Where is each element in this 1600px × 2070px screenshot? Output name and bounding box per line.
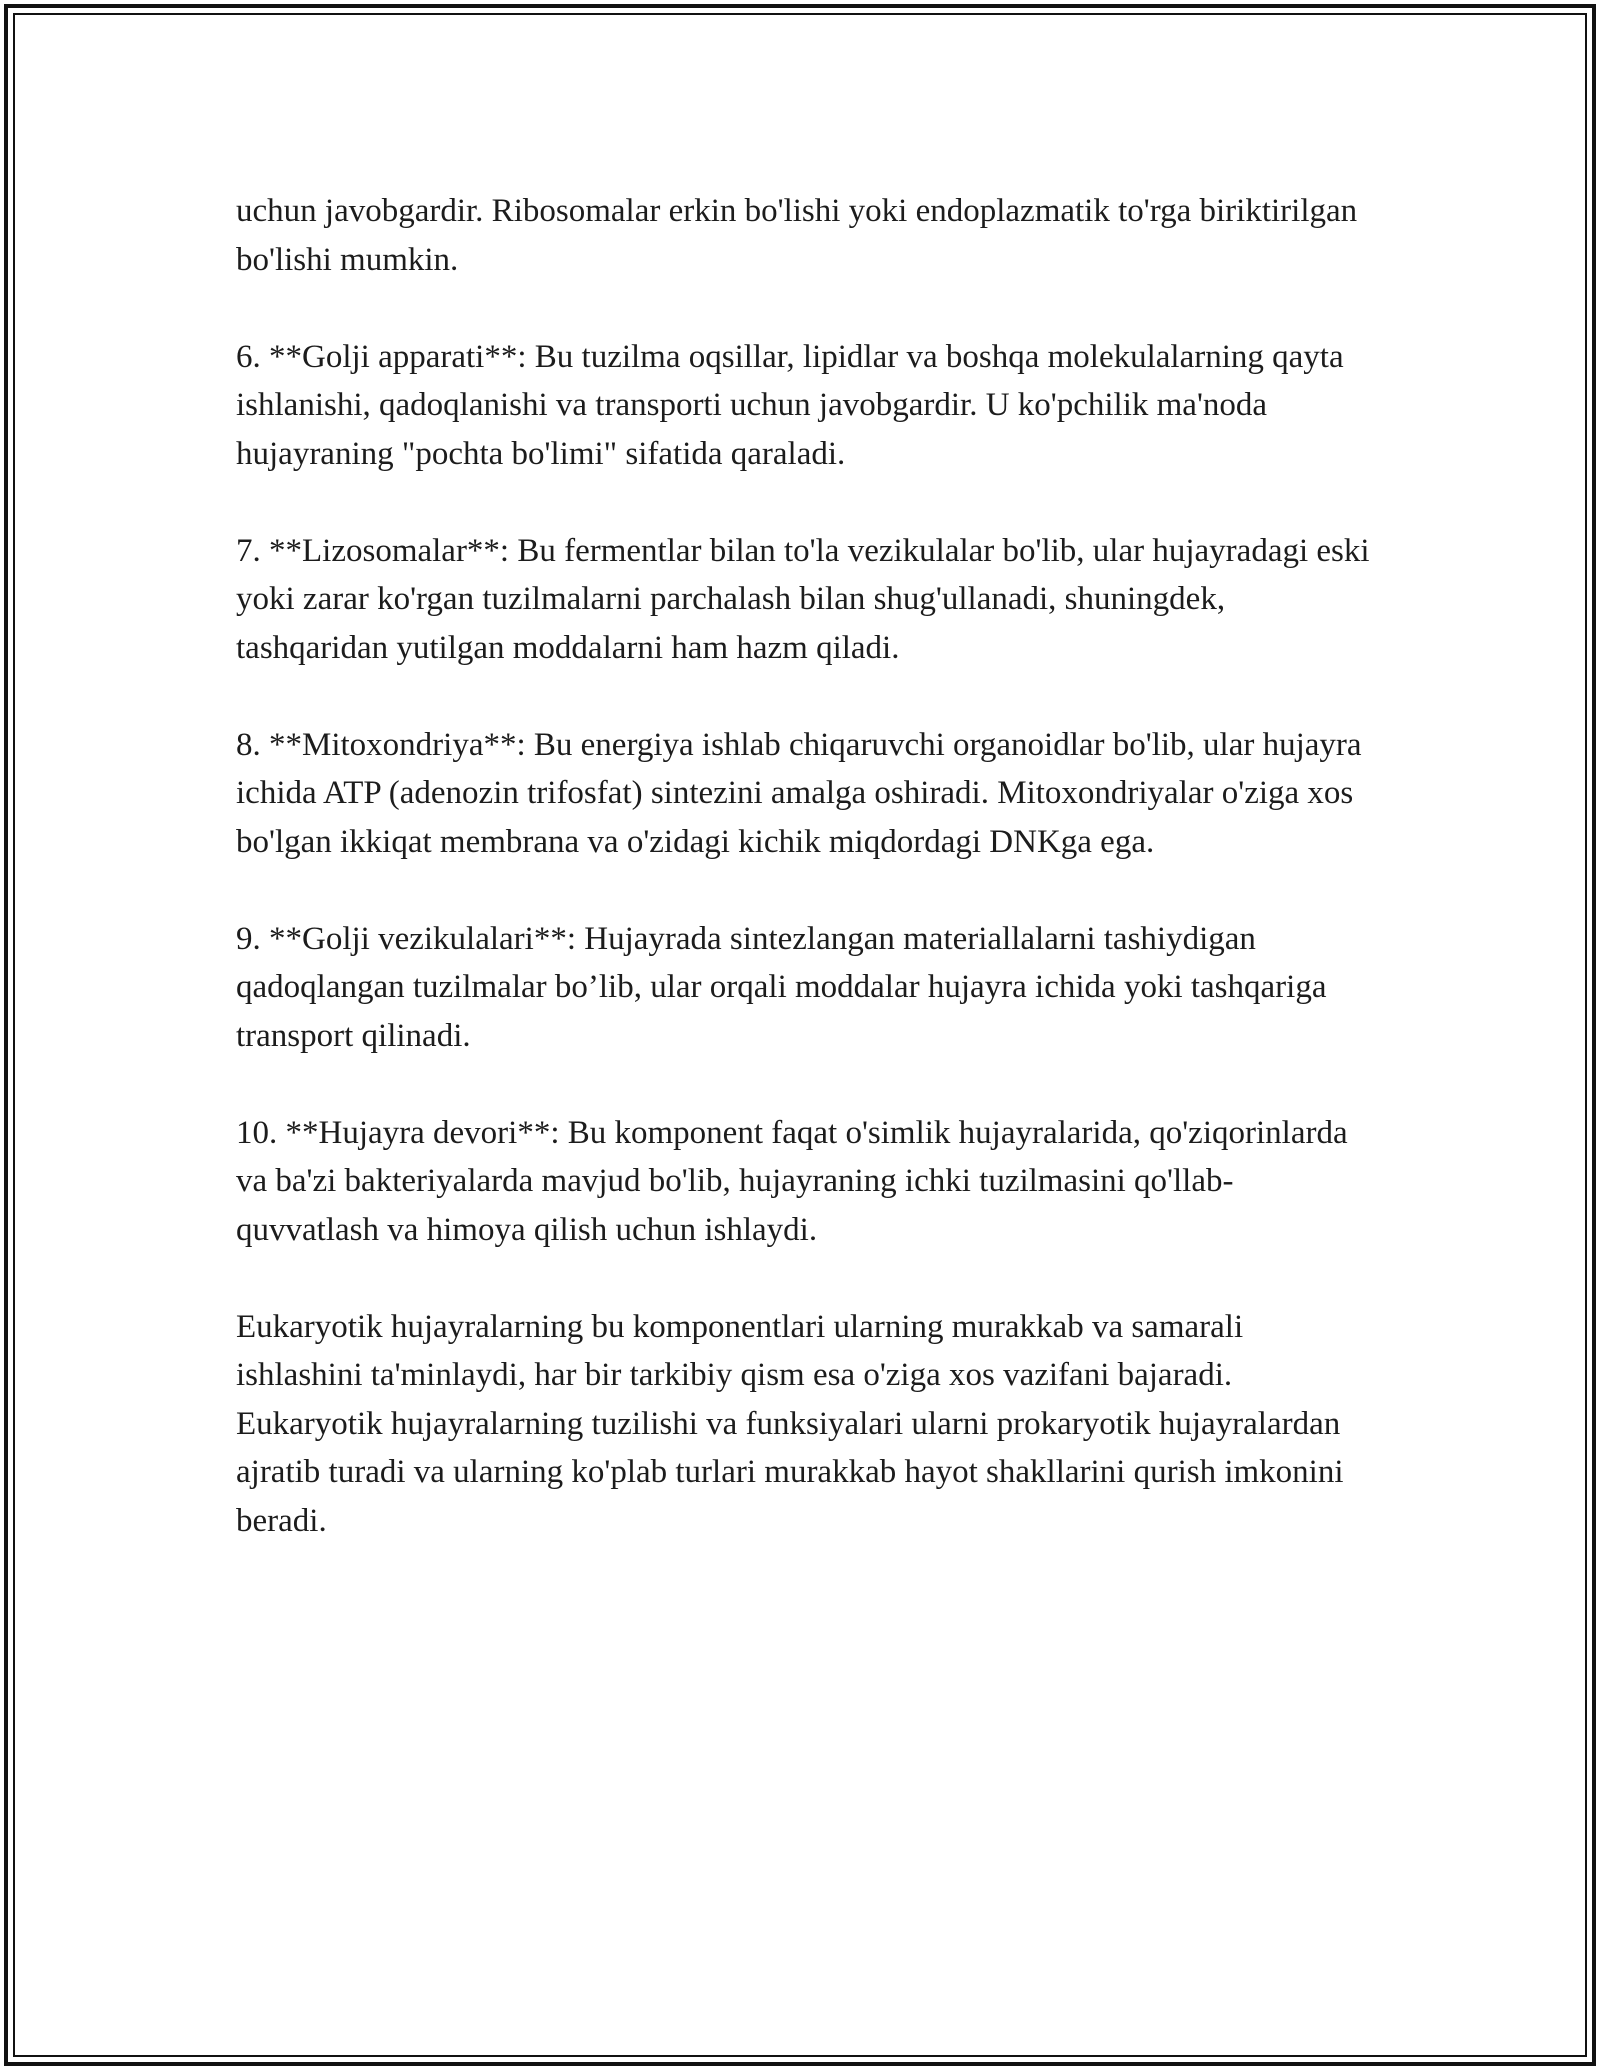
paragraph-lysosomes: 7. **Lizosomalar**: Bu fermentlar bilan to'la vezikulalar bo'lib, ular hujayradagi eski yoki zarar ko'rgan tuzilmalarni parchalash bilan shug'ullanadi, shuningdek, tashqaridan yutilgan moddalarni ham hazm qiladi. xyxy=(236,532,1370,666)
paragraph-mitochondria: 8. **Mitoxondriya**: Bu energiya ishlab chiqaruvchi organoidlar bo'lib, ular hujayra ichida ATP (adenozin trifosfat) sintezini amalga oshiradi. Mitoxondriyalar o'ziga xos bo'lgan ikkiqat membrana va o'zidagi kichik miqdordagi DNKga ega. xyxy=(236,726,1362,860)
paragraph-conclusion: Eukaryotik hujayralarning bu komponentlari ularning murakkab va samarali ishlashini ta'minlaydi, har bir tarkibiy qism esa o'ziga xos vazifani bajaradi. Eukaryotik hujayralarning tuzilishi va funksiyalari ularni prokaryotik hujayralardan ajratib turadi va ularning ko'plab turlari murakkab hayot shakllarini qurish imkonini beradi. xyxy=(236,1308,1344,1539)
paragraph-ribosomes-continuation: uchun javobgardir. Ribosomalar erkin bo'lishi yoki endoplazmatik to'rga biriktirilgan bo'lishi mumkin. xyxy=(236,193,1358,278)
paragraph-golgi-vesicles: 9. **Golji vezikulalari**: Hujayrada sintezlangan materiallalarni tashiydigan qadoqlangan tuzilmalar bo’lib, ular orqali moddalar hujayra ichida yoki tashqariga transport qilinadi. xyxy=(236,920,1327,1054)
document-body xyxy=(236,187,1376,1594)
paragraph-golgi-apparatus: 6. **Golji apparati**: Bu tuzilma oqsillar, lipidlar va boshqa molekulalarning qayta ishlanishi, qadoqlanishi va transporti uchun javobgardir. U ko'pchilik ma'noda hujayraning "pochta bo'limi" sifatida qaraladi. xyxy=(236,338,1344,472)
paragraph-cell-wall: 10. **Hujayra devori**: Bu komponent faqat o'simlik hujayralarida, qo'ziqorinlarda va ba'zi bakteriyalarda mavjud bo'lib, hujayraning ichki tuzilmasini qo'llab-quvvatlash va himoya qilish uchun ishlaydi. xyxy=(236,1114,1348,1248)
